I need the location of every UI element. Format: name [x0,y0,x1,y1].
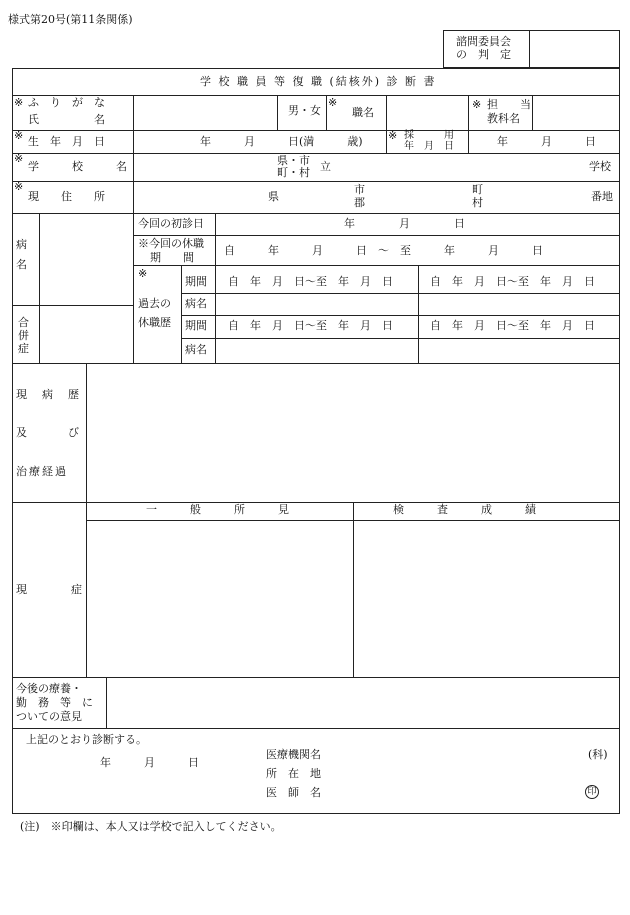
institution-input[interactable] [330,747,582,763]
school-input[interactable] [340,155,585,179]
school-mark: ※ [14,152,24,165]
address-mark: ※ [14,180,24,193]
past-disease-input-2b[interactable] [420,340,618,361]
hire-date-input[interactable]: 年 月 日 [497,135,596,148]
gender-select[interactable]: 男・女 [288,104,321,117]
banchi-label: 番地 [591,190,613,203]
disease-label: 病 名 [16,238,49,271]
institution-label: 医療機関名 [266,748,321,761]
leave-period-input[interactable]: 自 年 月 日 ～ 至 年 月 日 [224,244,543,257]
location-input[interactable] [330,766,610,782]
committee-input[interactable] [531,32,618,66]
opinion-label-1: 今後の療養・ [16,682,82,695]
pref-city-label: 県・市 [277,154,310,167]
committee-label-1: 諮問委員会 [456,35,511,48]
birth-mark: ※ [14,129,24,142]
past-disease-input-1b[interactable] [420,295,618,313]
town-village-label: 町・村 [277,166,310,179]
subject-label-2: 教科名 [487,112,520,125]
past-disease-label-1: 病名 [185,297,207,310]
history-label-1: 現 病 歴 [16,388,81,401]
form-number: 様式第20号(第11条関係) [8,13,133,26]
complication-input[interactable] [41,307,131,361]
ritsu-label: 立 [320,160,331,173]
name-label: 氏 名 [28,113,105,126]
past-disease-input-1a[interactable] [217,295,416,313]
complication-label: 合 併 症 [18,316,40,355]
opinion-label-2: 勤 務 等 に [16,696,93,709]
form-title: 学 校 職 員 等 復 職 (結核外) 診 断 書 [200,75,437,88]
birth-label: 生 年 月 日 [28,135,105,148]
address-input[interactable] [135,183,585,211]
leave-label-2: 期 間 [150,251,194,264]
name-input[interactable] [135,97,275,128]
general-findings-input[interactable] [88,522,351,675]
past-disease-input-2a[interactable] [217,340,416,361]
hire-label-2: 年 月 日 [404,141,454,152]
ken-label: 県 [268,190,279,203]
doctor-input[interactable] [330,785,580,801]
past-label-2: 休職歴 [138,316,171,329]
gun-label: 郡 [354,196,365,209]
past-disease-label-2: 病名 [185,343,207,356]
school-suffix: 学校 [589,160,611,173]
statement-text: 上記のとおり診断する。 [26,733,147,746]
past-period-label-2: 期間 [185,319,207,332]
job-label: 職名 [352,106,374,119]
past-label-1: 過去の [138,297,171,310]
past-period-label-1: 期間 [185,275,207,288]
past-period-2b[interactable]: 自 年 月 日～至 年 月 日 [430,319,595,332]
birth-date-input[interactable]: 年 月 日(満 歳) [200,135,363,148]
first-visit-date-input[interactable]: 年 月 日 [344,217,465,230]
history-label-2: 及 び [16,426,81,439]
hire-mark: ※ [388,129,398,142]
mura-label: 村 [472,196,483,209]
subject-label-1: 担 当 [487,98,531,111]
job-input[interactable] [388,97,466,128]
furigana-label: ふ り が な [28,96,105,109]
leave-label-1: ※今回の休職 [138,237,204,250]
committee-label-2: の 判 定 [456,48,511,61]
doctor-label: 医 師 名 [266,786,321,799]
address-label: 現 住 所 [28,190,105,203]
machi-label: 町 [472,183,483,196]
general-findings-header: 一 般 所 見 [146,503,289,516]
school-label: 学 校 名 [28,160,127,173]
past-mark: ※ [138,267,148,280]
shi-label: 市 [354,183,365,196]
past-period-2a[interactable]: 自 年 月 日～至 年 月 日 [228,319,393,332]
signature-date-input[interactable]: 年 月 日 [100,756,199,769]
history-label-3: 治療経過 [16,465,68,478]
opinion-input[interactable] [108,679,618,726]
symptoms-label: 現 症 [16,583,82,596]
name-mark: ※ [14,96,24,109]
seal-icon: 印 [585,785,599,799]
exam-results-header: 検 査 成 績 [393,503,536,516]
department-suffix: (科) [588,748,608,761]
location-label: 所 在 地 [266,767,321,780]
footnote: (注) ※印欄は、本人又は学校で記入してください。 [20,820,282,833]
subject-mark: ※ [472,98,482,111]
past-period-1a[interactable]: 自 年 月 日～至 年 月 日 [228,275,393,288]
first-visit-label: 今回の初診日 [138,217,204,230]
disease-name-input[interactable] [41,215,131,303]
past-period-1b[interactable]: 自 年 月 日～至 年 月 日 [430,275,595,288]
history-input[interactable] [88,365,618,500]
job-mark: ※ [328,96,338,109]
subject-input[interactable] [534,97,618,128]
opinion-label-3: ついての意見 [16,710,82,723]
hire-label-1: 採 用 [404,130,454,141]
exam-results-input[interactable] [355,522,618,675]
